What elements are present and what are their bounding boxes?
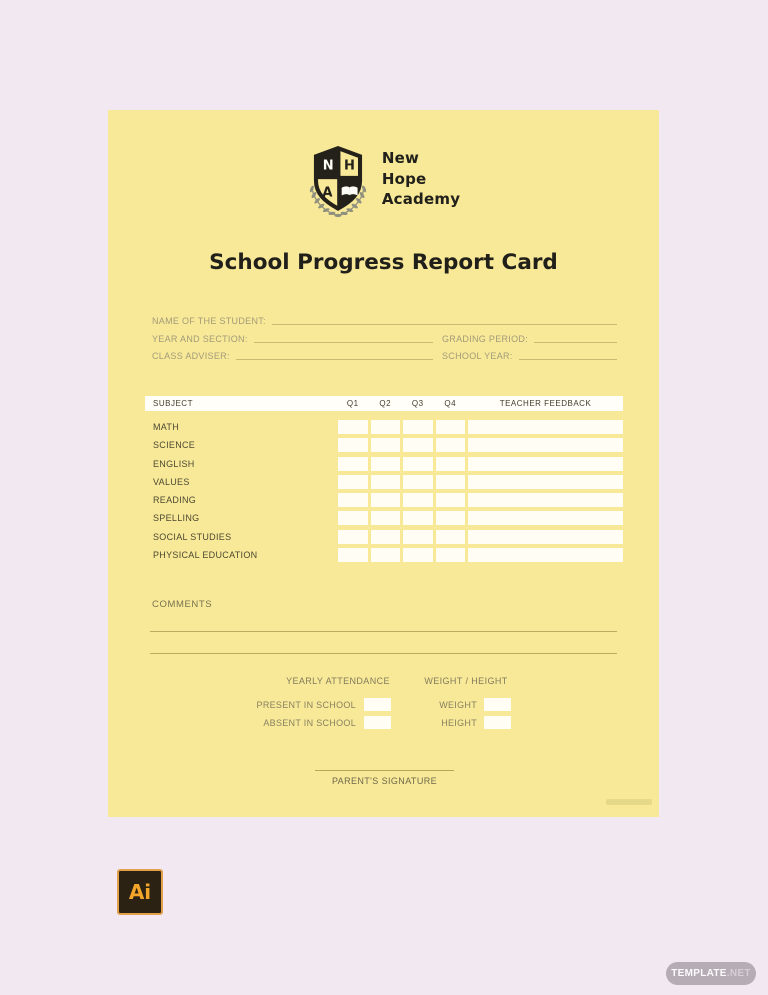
grade-cell[interactable] (436, 530, 466, 544)
school-year-label: SCHOOL YEAR: (442, 351, 513, 362)
grade-cell[interactable] (338, 511, 368, 525)
comments-label: COMMENTS (152, 599, 213, 610)
school-logo (108, 144, 659, 220)
table-row (145, 420, 623, 434)
table-row (145, 438, 623, 452)
grades-table-header (145, 396, 623, 412)
subject-label: PHYSICAL EDUCATION (153, 550, 258, 561)
student-name-field[interactable] (272, 324, 617, 325)
grade-cell[interactable] (403, 475, 433, 489)
signature-label: PARENT'S SIGNATURE (331, 775, 438, 786)
grade-cell[interactable] (403, 457, 433, 471)
feedback-cell[interactable] (468, 475, 623, 489)
weight-field[interactable] (484, 698, 511, 712)
grade-cell[interactable] (338, 457, 368, 471)
table-row (145, 548, 623, 562)
subject-label: READING (153, 495, 197, 506)
school-name-line: Academy (381, 190, 461, 208)
shield-letter-h: H (343, 158, 355, 174)
comments-section (150, 599, 617, 661)
grade-cell[interactable] (436, 511, 466, 525)
year-section-field[interactable] (254, 342, 433, 343)
q3-header: Q3 (411, 398, 424, 408)
absent-field[interactable] (364, 716, 391, 730)
feedback-cell[interactable] (468, 511, 623, 525)
grade-cell[interactable] (371, 457, 401, 471)
height-field[interactable] (484, 716, 511, 730)
table-row (145, 475, 623, 489)
report-card (108, 110, 659, 817)
shield-letter-a: A (322, 185, 333, 201)
table-row (145, 493, 623, 507)
grade-cell[interactable] (371, 438, 401, 452)
present-weight-row (150, 698, 511, 712)
subject-label: MATH (153, 422, 180, 432)
student-name-row (152, 309, 617, 327)
comments-line[interactable] (150, 631, 617, 632)
subject-label: VALUES (153, 476, 190, 487)
grading-period-field[interactable] (534, 342, 617, 343)
year-grading-row (152, 327, 617, 345)
absent-label: ABSENT IN SCHOOL (263, 717, 356, 728)
feedback-cell[interactable] (468, 420, 623, 434)
subject-label: ENGLISH (153, 458, 195, 469)
grade-cell[interactable] (371, 475, 401, 489)
comments-line[interactable] (150, 653, 617, 654)
grade-cell[interactable] (338, 475, 368, 489)
q4-header: Q4 (444, 398, 457, 408)
grade-cell[interactable] (338, 420, 368, 434)
subject-label: SCIENCE (153, 440, 196, 451)
class-adviser-label: CLASS ADVISER: (152, 351, 230, 362)
templatenet-badge[interactable] (666, 962, 756, 985)
table-row (145, 511, 623, 525)
q2-header: Q2 (379, 398, 392, 408)
subject-header: SUBJECT (153, 398, 193, 408)
illustrator-icon-label: Ai (128, 880, 152, 904)
grade-cell[interactable] (403, 420, 433, 434)
grade-cell[interactable] (436, 548, 466, 562)
year-section-label: YEAR AND SECTION: (152, 333, 248, 344)
grading-period-label: GRADING PERIOD: (442, 333, 529, 344)
feedback-cell[interactable] (468, 438, 623, 452)
book-icon (341, 186, 357, 195)
grade-cell[interactable] (436, 493, 466, 507)
shield-letter-n: N (322, 158, 334, 174)
badge-tld: .NET (726, 968, 751, 979)
grade-cell[interactable] (371, 548, 401, 562)
school-name-line: Hope (381, 169, 427, 188)
height-label: HEIGHT (441, 717, 477, 728)
student-name-label: NAME OF THE STUDENT: (152, 315, 266, 326)
feedback-cell[interactable] (468, 548, 623, 562)
print-watermark (606, 799, 652, 805)
grade-cell[interactable] (436, 457, 466, 471)
yearly-attendance-heading: YEARLY ATTENDANCE (286, 676, 390, 686)
grade-cell[interactable] (403, 438, 433, 452)
page-title: School Progress Report Card (209, 250, 558, 275)
grade-cell[interactable] (338, 493, 368, 507)
school-crest-icon (307, 144, 369, 220)
signature-line[interactable] (315, 770, 454, 771)
grade-cell[interactable] (403, 493, 433, 507)
grade-cell[interactable] (371, 511, 401, 525)
school-year-field[interactable] (519, 359, 617, 360)
weight-height-heading: WEIGHT / HEIGHT (424, 676, 508, 686)
illustrator-file-icon[interactable] (117, 869, 163, 915)
grade-cell[interactable] (338, 438, 368, 452)
subject-label: SOCIAL STUDIES (153, 531, 232, 542)
student-info-section (152, 309, 617, 362)
grade-cell[interactable] (403, 548, 433, 562)
feedback-cell[interactable] (468, 457, 623, 471)
class-adviser-field[interactable] (236, 359, 433, 360)
q1-header: Q1 (346, 398, 359, 408)
grade-cell[interactable] (436, 475, 466, 489)
adviser-schoolyear-row (152, 345, 617, 363)
subject-label: SPELLING (153, 513, 200, 524)
grade-cell[interactable] (371, 530, 401, 544)
feedback-cell[interactable] (468, 493, 623, 507)
grade-cell[interactable] (338, 548, 368, 562)
grade-cell[interactable] (403, 530, 433, 544)
grade-cell[interactable] (338, 530, 368, 544)
grade-cell[interactable] (403, 511, 433, 525)
grade-cell[interactable] (436, 420, 466, 434)
absent-height-row (150, 716, 511, 730)
grade-cell[interactable] (371, 420, 401, 434)
badge-name: TEMPLATE (671, 968, 727, 979)
grade-cell[interactable] (436, 438, 466, 452)
weight-label: WEIGHT (439, 699, 477, 710)
feedback-cell[interactable] (468, 530, 623, 544)
table-row (145, 530, 623, 544)
grades-table (145, 396, 623, 567)
grade-cell[interactable] (371, 493, 401, 507)
table-row (145, 457, 623, 471)
present-label: PRESENT IN SCHOOL (256, 699, 356, 710)
school-name-line: New (381, 149, 420, 167)
present-field[interactable] (364, 698, 391, 712)
school-name (382, 148, 460, 210)
teacher-feedback-header: TEACHER FEEDBACK (499, 398, 592, 408)
